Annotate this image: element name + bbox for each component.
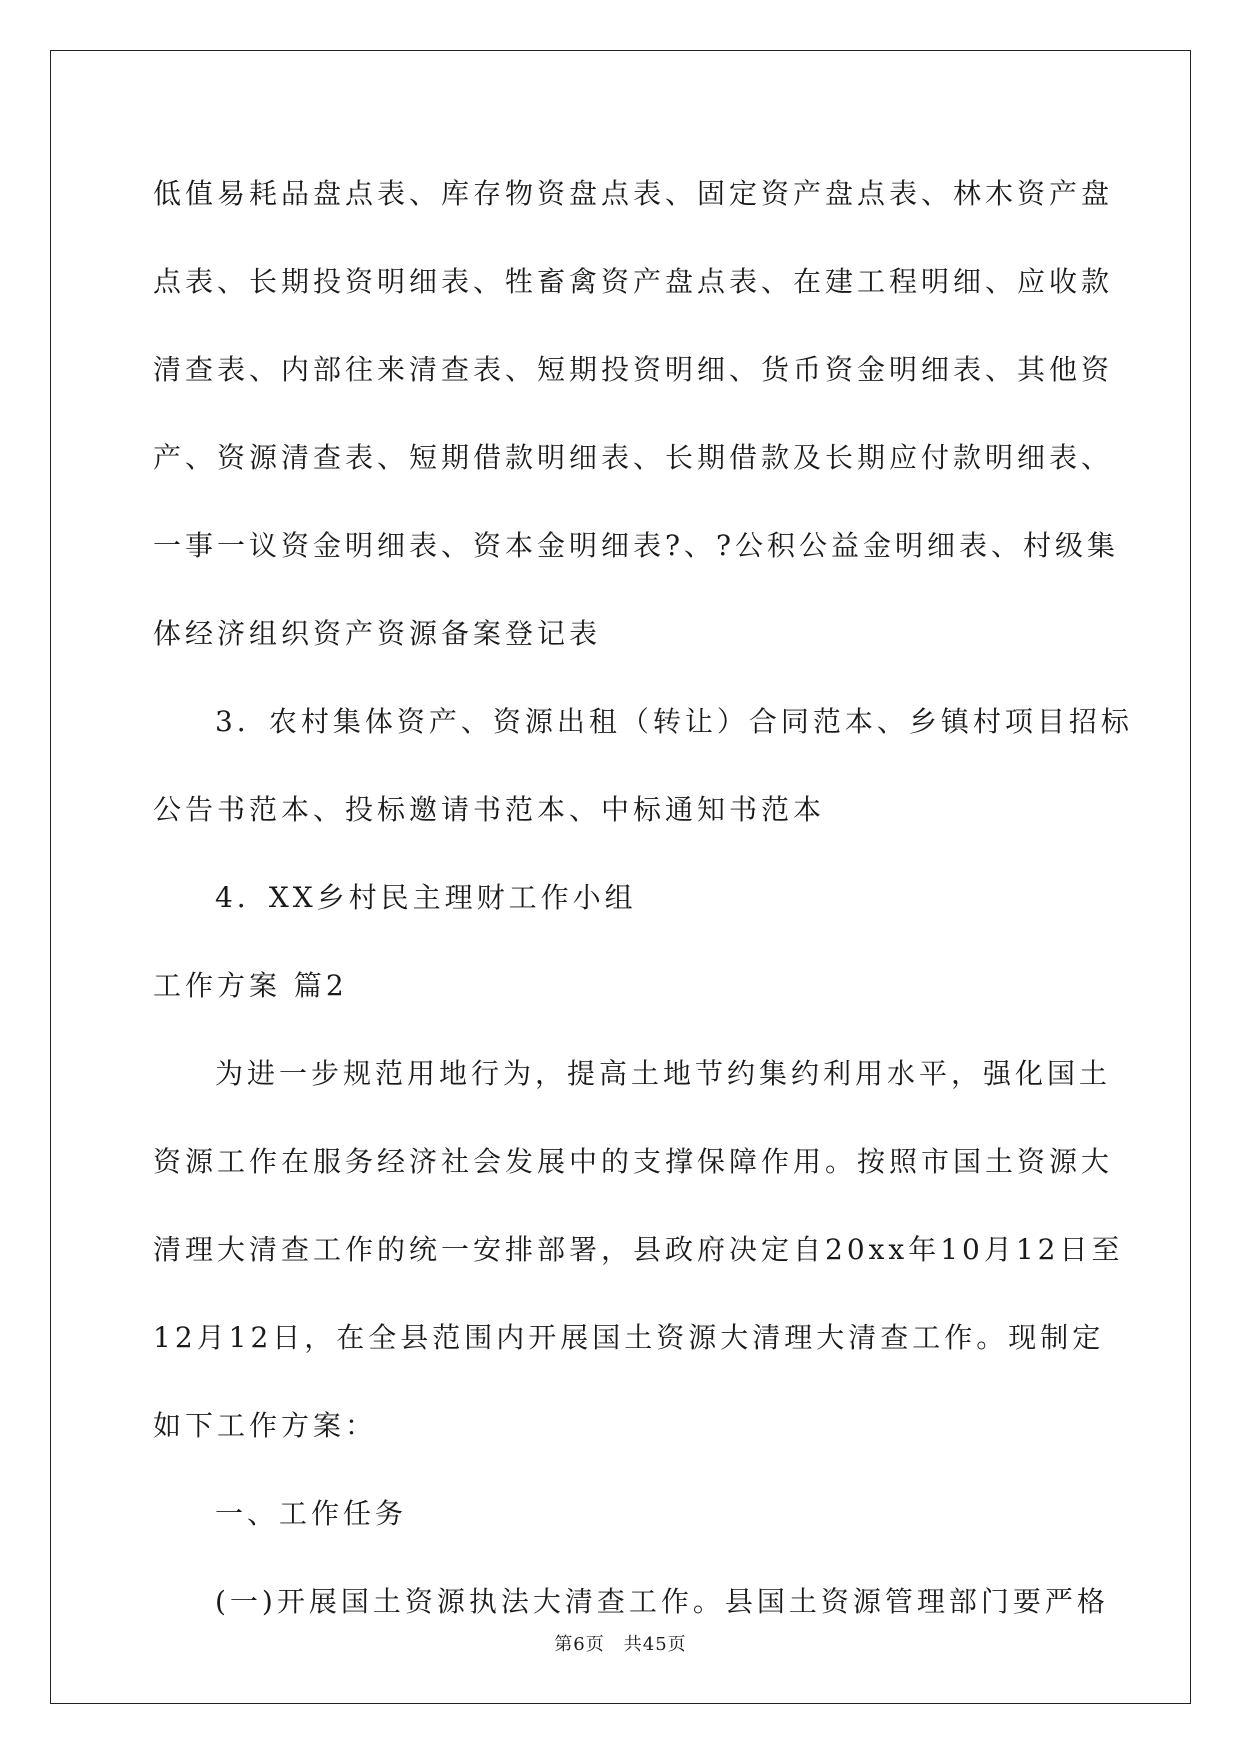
text-line: 一、工作任务 [215, 1497, 408, 1530]
text-line: 低值易耗品盘点表、库存物资盘点表、固定资产盘点表、林木资产盘 [153, 177, 1114, 210]
text-line: 点表、长期投资明细表、牲畜禽资产盘点表、在建工程明细、应收款 [153, 265, 1114, 298]
page-footer: 第6页 共45页 [554, 1634, 687, 1655]
document-body [153, 150, 1133, 1646]
text-line: 3．农村集体资产、资源出租（转让）合同范本、乡镇村项目招标 [215, 705, 1133, 738]
text-line: 清理大清查工作的统一安排部署，县政府决定自20xx年10月12日至 [153, 1233, 1124, 1266]
text-line: (一)开展国土资源执法大清查工作。县国土资源管理部门要严格 [215, 1585, 1109, 1618]
text-line: 12月12日，在全县范围内开展国土资源大清理大清查工作。现制定 [153, 1321, 1105, 1354]
section-heading: 工作方案 篇2 [153, 969, 348, 1002]
text-line: 4．XX乡村民主理财工作小组 [215, 881, 637, 914]
text-line: 产、资源清查表、短期借款明细表、长期借款及长期应付款明细表、 [153, 441, 1114, 474]
text-line: 如下工作方案： [153, 1409, 378, 1442]
text-line: 公告书范本、投标邀请书范本、中标通知书范本 [153, 793, 826, 826]
text-line: 清查表、内部往来清查表、短期投资明细、货币资金明细表、其他资 [153, 353, 1114, 386]
text-line: 一事一议资金明细表、资本金明细表?、?公积公益金明细表、村级集 [153, 529, 1120, 562]
text-line: 体经济组织资产资源备案登记表 [153, 617, 602, 650]
text-line: 资源工作在服务经济社会发展中的支撑保障作用。按照市国土资源大 [153, 1145, 1114, 1178]
text-line: 为进一步规范用地行为，提高土地节约集约利用水平，强化国土 [215, 1057, 1112, 1090]
